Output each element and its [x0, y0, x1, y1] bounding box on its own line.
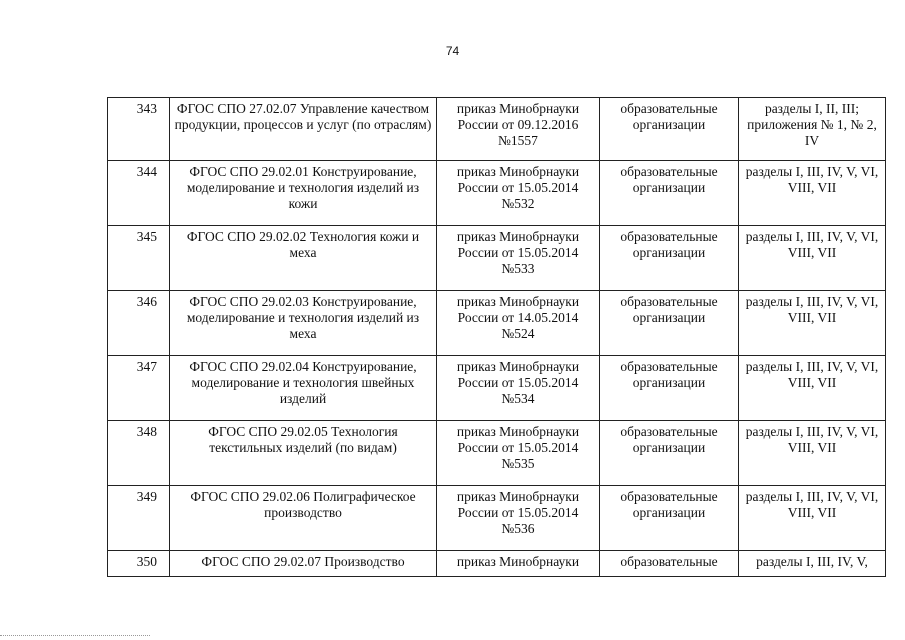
table-row [108, 291, 886, 356]
scan-artifact-line [0, 635, 150, 637]
row-number: 343 [108, 98, 170, 161]
order-cell: приказ Минобрнауки России от 14.05.2014 №524 [437, 291, 600, 356]
table-row [108, 98, 886, 161]
standard-cell: ФГОС СПО 29.02.01 Конструирование, моделирование и технология изделий из кожи [170, 161, 437, 226]
sections-cell: разделы I, III, IV, V, [739, 551, 886, 577]
table-row [108, 551, 886, 577]
subject-cell: образовательные организации [600, 98, 739, 161]
sections-cell: разделы I, III, IV, V, VI, VIII, VII [739, 226, 886, 291]
order-cell: приказ Минобрнауки [437, 551, 600, 577]
sections-cell: разделы I, III, IV, V, VI, VIII, VII [739, 486, 886, 551]
row-number: 349 [108, 486, 170, 551]
standard-cell: ФГОС СПО 27.02.07 Управление качеством продукции, процессов и услуг (по отраслям) [170, 98, 437, 161]
sections-cell: разделы I, III, IV, V, VI, VIII, VII [739, 161, 886, 226]
order-cell: приказ Минобрнауки России от 09.12.2016 №1557 [437, 98, 600, 161]
subject-cell: образовательные организации [600, 161, 739, 226]
table-row [108, 421, 886, 486]
table-row [108, 226, 886, 291]
standard-cell: ФГОС СПО 29.02.03 Конструирование, моделирование и технология изделий из меха [170, 291, 437, 356]
table-row [108, 486, 886, 551]
subject-cell: образовательные организации [600, 226, 739, 291]
subject-cell: образовательные организации [600, 356, 739, 421]
subject-cell: образовательные организации [600, 421, 739, 486]
order-cell: приказ Минобрнауки России от 15.05.2014 №532 [437, 161, 600, 226]
order-cell: приказ Минобрнауки России от 15.05.2014 №536 [437, 486, 600, 551]
order-cell: приказ Минобрнауки России от 15.05.2014 №535 [437, 421, 600, 486]
row-number: 348 [108, 421, 170, 486]
sections-cell: разделы I, III, IV, V, VI, VIII, VII [739, 421, 886, 486]
table-row [108, 161, 886, 226]
subject-cell: образовательные [600, 551, 739, 577]
table-row [108, 356, 886, 421]
row-number: 350 [108, 551, 170, 577]
row-number: 346 [108, 291, 170, 356]
standard-cell: ФГОС СПО 29.02.02 Технология кожи и меха [170, 226, 437, 291]
order-cell: приказ Минобрнауки России от 15.05.2014 №534 [437, 356, 600, 421]
page-number: 74 [445, 44, 460, 58]
row-number: 344 [108, 161, 170, 226]
standards-table [107, 97, 886, 577]
sections-cell: разделы I, II, III; приложения № 1, № 2, IV [739, 98, 886, 161]
standard-cell: ФГОС СПО 29.02.04 Конструирование, моделирование и технология швейных изделий [170, 356, 437, 421]
sections-cell: разделы I, III, IV, V, VI, VIII, VII [739, 291, 886, 356]
standard-cell: ФГОС СПО 29.02.05 Технология текстильных изделий (по видам) [170, 421, 437, 486]
row-number: 345 [108, 226, 170, 291]
subject-cell: образовательные организации [600, 486, 739, 551]
order-cell: приказ Минобрнауки России от 15.05.2014 №533 [437, 226, 600, 291]
row-number: 347 [108, 356, 170, 421]
subject-cell: образовательные организации [600, 291, 739, 356]
standard-cell: ФГОС СПО 29.02.06 Полиграфическое производство [170, 486, 437, 551]
sections-cell: разделы I, III, IV, V, VI, VIII, VII [739, 356, 886, 421]
standard-cell: ФГОС СПО 29.02.07 Производство [170, 551, 437, 577]
